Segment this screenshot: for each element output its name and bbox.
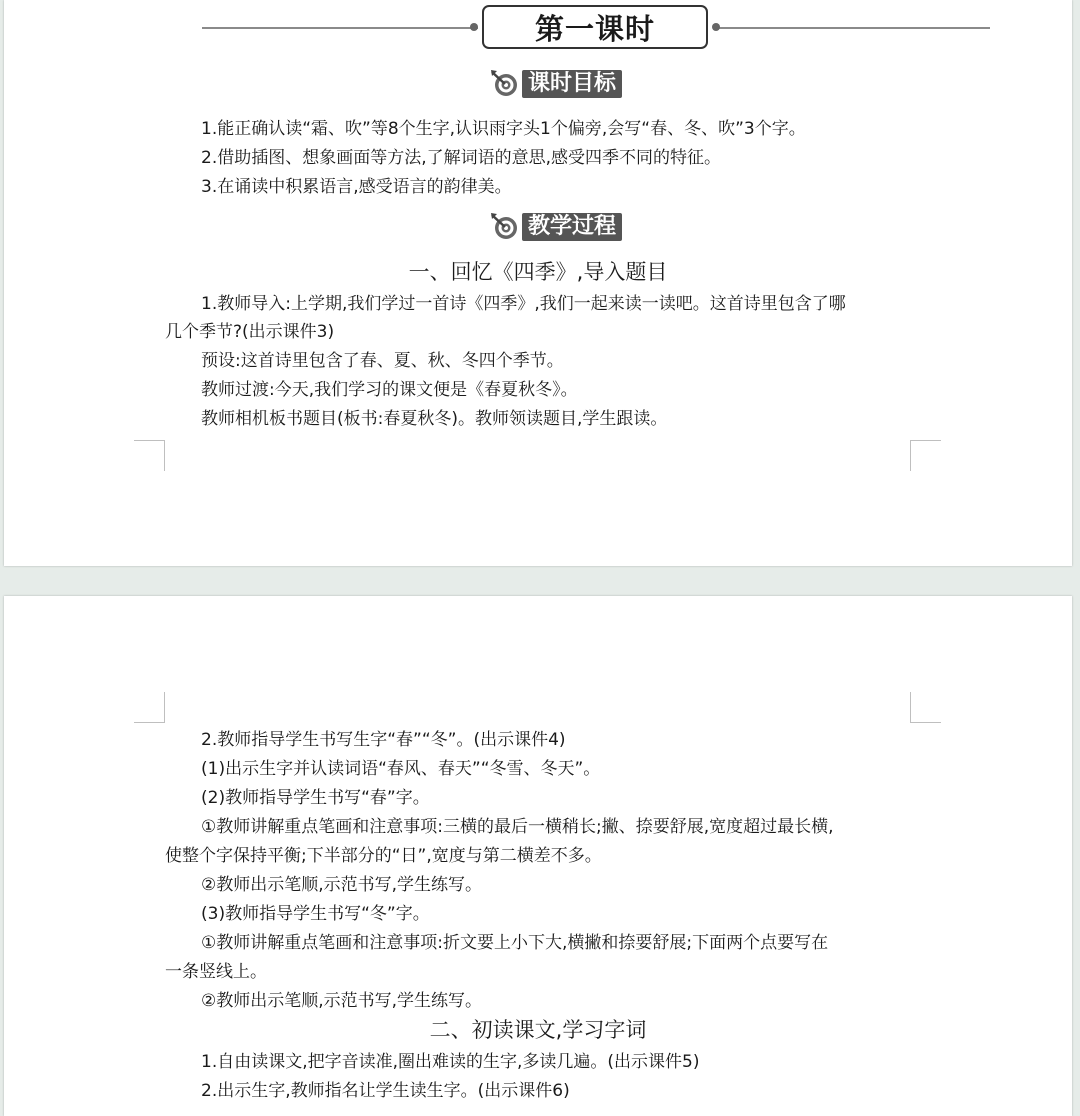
crop-mark-bottom-left [134,440,165,471]
objectives-badge [490,70,622,98]
body-line: ②教师出示笔顺,示范书写,学生练写。 [201,875,483,895]
target-icon [490,69,520,99]
body-line: ①教师讲解重点笔画和注意事项:折文要上小下大,横撇和捺要舒展;下面两个点要写在 [201,933,829,953]
body-line: 2.教师指导学生书写生字“春”“冬”。(出示课件4) [201,730,566,750]
body-line: 1.教师导入:上学期,我们学过一首诗《四季》,我们一起来读一读吧。这首诗里包含了哪 [201,294,846,314]
crop-mark-top-left [134,692,165,723]
section-heading: 二、初读课文,学习字词 [429,1018,647,1042]
process-badge-label: 教学过程 [522,213,622,241]
crop-mark-bottom-right [910,440,941,471]
target-icon [490,212,520,242]
body-line: ①教师讲解重点笔画和注意事项:三横的最后一横稍长;撇、捺要舒展,宽度超过最长横, [201,817,834,837]
body-line: 预设:这首诗里包含了春、夏、秋、冬四个季节。 [201,351,564,371]
document-page-2 [4,596,1072,1116]
objective-item: 1.能正确认读“霜、吹”等8个生字,认识雨字头1个偏旁,会写“春、冬、吹”3个字。 [201,119,806,139]
lesson-title: 第一课时 [482,5,708,49]
title-rule-left [202,27,478,29]
body-line: 1.自由读课文,把字音读准,圈出难读的生字,多读几遍。(出示课件5) [201,1052,700,1072]
objective-item: 2.借助插图、想象画面等方法,了解词语的意思,感受四季不同的特征。 [201,148,722,168]
body-line: (2)教师指导学生书写“春”字。 [201,788,430,808]
body-line: 教师相机板书题目(板书:春夏秋冬)。教师领读题目,学生跟读。 [201,409,668,429]
body-line: (1)出示生字并认读词语“春风、春天”“冬雪、冬天”。 [201,759,601,779]
title-rule-dot-left [470,23,478,31]
document-page-1 [4,0,1072,566]
body-line: (3)教师指导学生书写“冬”字。 [201,904,430,924]
body-line: ②教师出示笔顺,示范书写,学生练写。 [201,991,483,1011]
title-rule-right [716,27,990,29]
body-line: 使整个字保持平衡;下半部分的“日”,宽度与第二横差不多。 [165,846,602,866]
body-line: 几个季节?(出示课件3) [165,322,335,342]
crop-mark-top-right [910,692,941,723]
objective-item: 3.在诵读中积累语言,感受语言的韵律美。 [201,177,512,197]
body-line: 教师过渡:今天,我们学习的课文便是《春夏秋冬》。 [201,380,578,400]
objectives-badge-label: 课时目标 [522,70,622,98]
section-heading: 一、回忆《四季》,导入题目 [408,260,668,284]
process-badge [490,213,622,241]
body-line: 一条竖线上。 [165,962,267,982]
body-line: 2.出示生字,教师指名让学生读生字。(出示课件6) [201,1081,570,1101]
title-rule-dot-right [712,23,720,31]
